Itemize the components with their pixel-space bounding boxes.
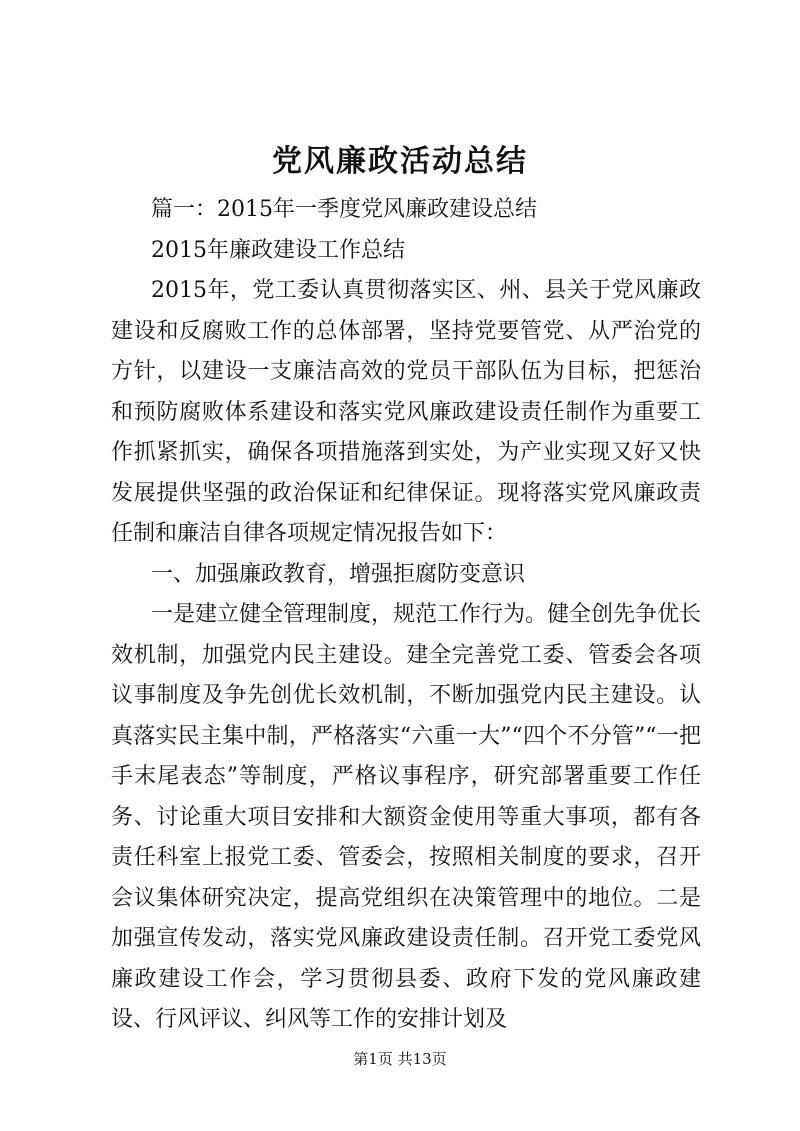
paragraph-heading-one: 一、加强廉政教育，增强拒腐防变意识 bbox=[151, 561, 526, 587]
document-title: 党风廉政活动总结 bbox=[272, 144, 528, 179]
paragraph-subtitle: 2015年廉政建设工作总结 bbox=[151, 237, 405, 263]
page-footer: 第1页 共13页 bbox=[353, 1050, 447, 1068]
paragraph-section-heading: 篇一：2015年一季度党风廉政建设总结 bbox=[151, 197, 537, 222]
document-body bbox=[111, 190, 701, 1041]
paragraph-intro: 2015年，党工委认真贯彻落实区、州、县关于党风廉政建设和反腐败工作的总体部署，坚持党要管党、从严治党的方针，以建设一支廉洁高效的党员干部队伍为目标，把惩治和预防腐败体系建设和落实党风廉政建设责任制作为重要工作抓紧抓实，确保各项措施落到实处，为产业实现又好又快发展提供坚强的政治保证和纪律保证。现将落实党风廉政责任制和廉洁自律各项规定情况报告如下： bbox=[111, 278, 701, 546]
paragraph-body: 一是建立健全管理制度，规范工作行为。健全创先争优长效机制，加强党内民主建设。建全完善党工委、管委会各项议事制度及争先创优长效机制，不断加强党内民主建设。认真落实民主集中制，严格落实“六重一大”“四个不分管”“一把手末尾表态”等制度，严格议事程序，研究部署重要工作任务、讨论重大项目安排和大额资金使用等重大事项，都有各责任科室上报党工委、管委会，按照相关制度的要求，召开会议集体研究决定，提高党组织在决策管理中的地位。二是加强宣传发动，落实党风廉政建设责任制。召开党工委党风廉政建设工作会，学习贯彻县委、政府下发的党风廉政建设、行风评议、纠风等工作的安排计划及 bbox=[111, 602, 702, 1032]
